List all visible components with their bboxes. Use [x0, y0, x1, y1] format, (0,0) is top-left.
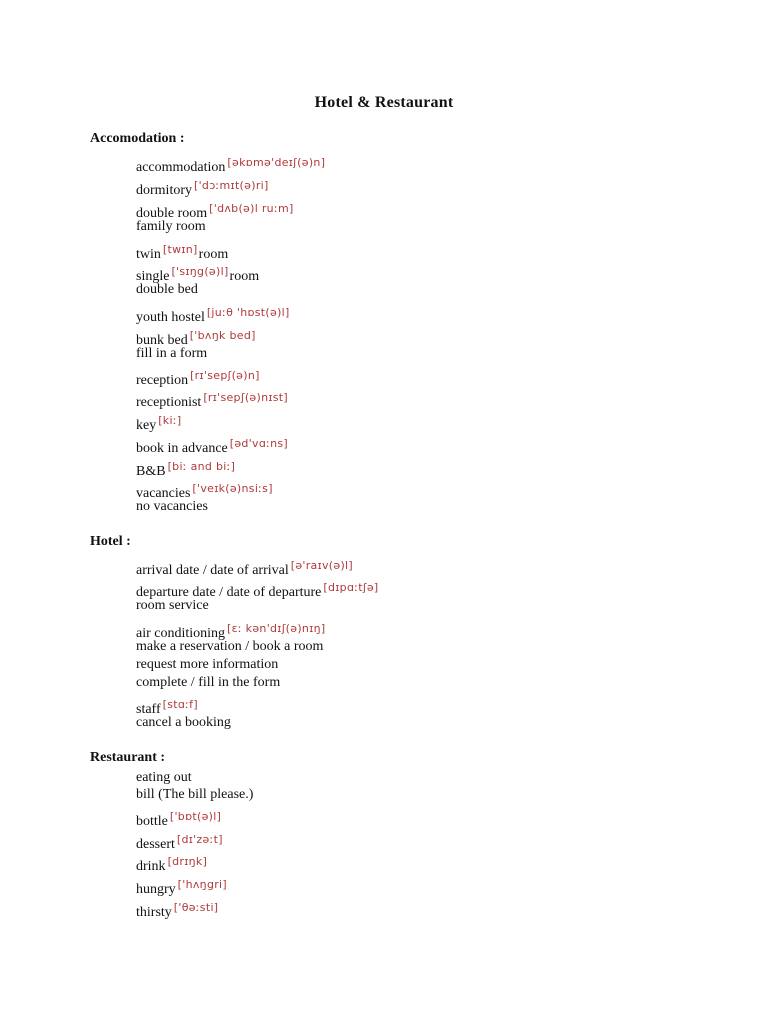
vocab-term: make a reservation / book a room — [136, 639, 324, 654]
vocab-entry — [136, 769, 192, 787]
vocab-term: room service — [136, 598, 209, 613]
vocab-entry — [136, 853, 207, 876]
vocab-entry — [136, 638, 323, 656]
vocab-phonetic: ['dʌb(ə)l ruːm] — [209, 202, 294, 215]
vocab-phonetic: ['bʌŋk bed] — [189, 329, 256, 342]
vocab-term: reception — [136, 373, 189, 388]
vocab-suffix: room — [229, 269, 260, 284]
vocab-phonetic: [rɪ'sepʃ(ə)n] — [190, 369, 260, 382]
vocab-phonetic: [drɪŋk] — [167, 855, 208, 868]
vocab-term: accommodation — [136, 160, 226, 175]
vocab-entry — [136, 786, 253, 804]
vocab-term: youth hostel — [136, 310, 205, 325]
vocab-entry — [136, 557, 353, 580]
vocab-term: cancel a booking — [136, 715, 231, 730]
vocab-entry — [136, 435, 288, 458]
vocab-phonetic: [stɑːf] — [162, 698, 198, 711]
vocab-entry — [136, 304, 290, 327]
vocab-term: bunk bed — [136, 333, 188, 348]
vocab-phonetic: [əd'vɑːns] — [229, 437, 289, 450]
vocab-entry — [136, 899, 218, 922]
vocab-phonetic: [juːθ 'hɒst(ə)l] — [206, 306, 290, 319]
vocab-entry — [136, 241, 228, 264]
vocab-term: double bed — [136, 282, 198, 297]
vocab-entry — [136, 281, 198, 299]
vocab-suffix: room — [198, 247, 229, 262]
vocab-term: key — [136, 418, 157, 433]
vocab-phonetic: [twɪn] — [162, 243, 198, 256]
vocab-term: complete / fill in the form — [136, 675, 281, 690]
vocab-term: dessert — [136, 837, 175, 852]
section-heading-restaurant: Restaurant : — [90, 750, 166, 765]
vocab-phonetic: ['bɒt(ə)l] — [169, 810, 222, 823]
vocab-entry — [136, 367, 260, 390]
vocab-phonetic: ['sɪŋg(ə)l] — [171, 265, 229, 278]
vocab-term: drink — [136, 859, 166, 874]
vocab-term: dormitory — [136, 183, 192, 198]
vocab-entry — [136, 656, 278, 674]
vocab-term: staff — [136, 702, 161, 717]
vocab-phonetic: [rɪ'sepʃ(ə)nɪst] — [203, 391, 288, 404]
vocab-term: twin — [136, 247, 161, 262]
vocab-entry — [136, 345, 207, 363]
vocab-term: B&B — [136, 464, 166, 479]
vocab-entry — [136, 458, 235, 481]
vocab-entry — [136, 389, 288, 412]
vocab-phonetic: [ə'raɪv(ə)l] — [290, 559, 353, 572]
vocab-entry — [136, 714, 231, 732]
vocab-term: thirsty — [136, 905, 172, 920]
vocab-phonetic: [əkɒmə'deɪʃ(ə)n] — [227, 156, 326, 169]
vocab-term: eating out — [136, 770, 192, 785]
section-heading-hotel: Hotel : — [90, 534, 131, 549]
vocab-phonetic: [dɪ'zəːt] — [176, 833, 223, 846]
vocab-entry — [136, 876, 227, 899]
vocab-entry — [136, 597, 209, 615]
vocab-phonetic: ['veɪk(ə)nsiːs] — [192, 482, 273, 495]
vocab-entry — [136, 177, 269, 200]
vocab-term: departure date / date of departure — [136, 585, 322, 600]
vocab-entry — [136, 808, 221, 831]
vocab-term: air conditioning — [136, 626, 226, 641]
vocab-entry — [136, 218, 206, 236]
vocab-phonetic: [kiː] — [158, 414, 182, 427]
vocab-phonetic: [ɛː kən'dɪʃ(ə)nɪŋ] — [227, 622, 326, 635]
vocab-entry — [136, 831, 223, 854]
vocab-term: arrival date / date of arrival — [136, 563, 289, 578]
vocab-term: receptionist — [136, 395, 202, 410]
page-title: Hotel & Restaurant — [314, 94, 454, 111]
vocab-entry — [136, 154, 325, 177]
vocab-term: bill (The bill please.) — [136, 787, 254, 802]
vocab-term: double room — [136, 206, 208, 221]
vocab-term: fill in a form — [136, 346, 208, 361]
vocab-phonetic: [dɪpɑːtʃə] — [323, 581, 379, 594]
vocab-term: vacancies — [136, 486, 191, 501]
vocab-term: family room — [136, 219, 206, 234]
vocab-phonetic: ['θəːsti] — [173, 901, 219, 914]
vocab-phonetic: [biː and biː] — [167, 460, 236, 473]
vocab-phonetic: ['hʌŋgri] — [177, 878, 227, 891]
vocab-term: book in advance — [136, 441, 228, 456]
vocab-entry — [136, 674, 280, 692]
vocab-term: bottle — [136, 814, 168, 829]
vocab-term: no vacancies — [136, 499, 208, 514]
vocab-term: request more information — [136, 657, 279, 672]
vocab-term: single — [136, 269, 170, 284]
vocab-entry — [136, 412, 181, 435]
vocab-entry — [136, 498, 208, 516]
section-heading-accommodation: Accomodation : — [90, 131, 185, 146]
vocab-phonetic: ['dɔːmɪt(ə)ri] — [194, 179, 269, 192]
vocab-term: hungry — [136, 882, 176, 897]
